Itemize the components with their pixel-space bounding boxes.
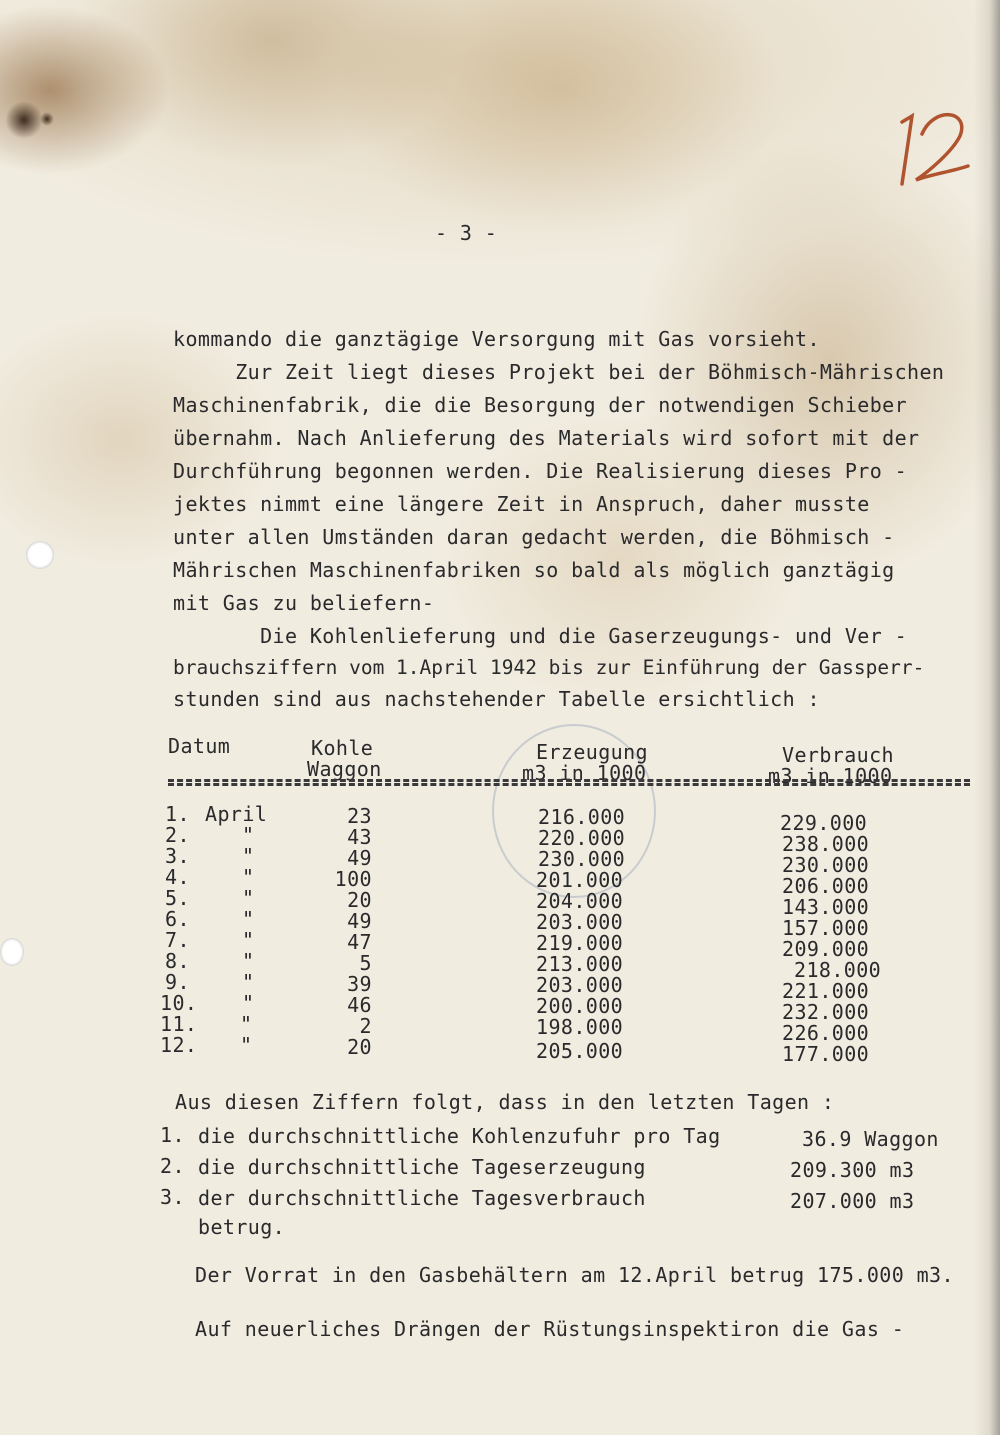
table-cell-month: " [240, 1033, 253, 1057]
table-cell-month: " [242, 949, 255, 973]
table-header-verbrauch-unit: m3 in 1000 [768, 764, 893, 788]
table-cell-day: 10. [160, 991, 198, 1015]
table-cell-erzeugung: 219.000 [536, 931, 624, 955]
table-cell-kohle: 20 [347, 1035, 372, 1059]
table-cell-day: 12. [160, 1033, 198, 1057]
table-cell-month: " [242, 823, 255, 847]
table-cell-verbrauch: 229.000 [780, 811, 868, 835]
table-cell-day: 5. [165, 886, 190, 910]
table-cell-erzeugung: 203.000 [536, 973, 624, 997]
paragraph-line: unter allen Umständen daran gedacht werden, die Böhmisch - [173, 525, 895, 549]
paragraph-line: mit Gas zu beliefern- [173, 591, 435, 615]
table-header-erzeugung: Erzeugung [536, 740, 648, 764]
table-cell-kohle: 49 [347, 846, 372, 870]
table-cell-day: 6. [165, 907, 190, 931]
table-cell-erzeugung: 216.000 [538, 805, 626, 829]
ink-blot [40, 112, 54, 126]
table-cell-verbrauch: 209.000 [782, 937, 870, 961]
page-number: - 3 - [435, 221, 498, 245]
table-cell-verbrauch: 230.000 [782, 853, 870, 877]
summary-item-number: 2. [160, 1154, 185, 1178]
table-cell-kohle: 49 [347, 909, 372, 933]
table-cell-day: 2. [165, 823, 190, 847]
table-cell-verbrauch: 143.000 [782, 895, 870, 919]
paragraph-line: Mährischen Maschinenfabriken so bald als möglich ganztägig [173, 558, 895, 582]
table-cell-erzeugung: 203.000 [536, 910, 624, 934]
paragraph-line: brauchsziffern vom 1.April 1942 bis zur Einführung der Gassperr- [173, 656, 925, 679]
table-header-kohle: Kohle [311, 736, 374, 760]
table-cell-kohle: 23 [347, 804, 372, 828]
paragraph-line: Durchführung begonnen werden. Die Realisierung dieses Pro - [173, 459, 908, 483]
table-cell-kohle: 20 [347, 888, 372, 912]
table-cell-month: " [242, 970, 255, 994]
table-cell-day: 11. [160, 1012, 198, 1036]
table-cell-kohle: 46 [347, 993, 372, 1017]
table-cell-erzeugung: 201.000 [536, 868, 624, 892]
table-cell-erzeugung: 220.000 [538, 826, 626, 850]
table-cell-erzeugung: 213.000 [536, 952, 624, 976]
table-cell-verbrauch: 226.000 [782, 1021, 870, 1045]
final-line: Der Vorrat in den Gasbehältern am 12.April betrug 175.000 m3. [195, 1263, 954, 1287]
table-cell-kohle: 47 [347, 930, 372, 954]
folio-mark [888, 100, 988, 200]
final-line: Auf neuerliches Drängen der Rüstungsinspektiron die Gas - [195, 1317, 905, 1341]
paragraph-line: Zur Zeit liegt dieses Projekt bei der Böhmisch-Mährischen [173, 360, 945, 384]
table-cell-erzeugung: 204.000 [536, 889, 624, 913]
table-cell-kohle: 43 [347, 825, 372, 849]
table-header-datum: Datum [168, 734, 231, 758]
table-cell-month: " [240, 1012, 253, 1036]
table-cell-month: " [242, 991, 255, 1015]
table-cell-verbrauch: 177.000 [782, 1042, 870, 1066]
table-cell-verbrauch: 238.000 [782, 832, 870, 856]
table-cell-kohle: 5 [359, 951, 372, 975]
table-cell-kohle: 39 [347, 972, 372, 996]
summary-item-value: 207.000 m3 [790, 1189, 915, 1213]
punch-hole-top [26, 541, 54, 569]
summary-item-number: 3. [160, 1185, 185, 1209]
table-cell-day: 1. [165, 802, 190, 826]
paragraph-line: übernahm. Nach Anlieferung des Materials wird sofort mit der [173, 426, 920, 450]
table-cell-month: " [242, 865, 255, 889]
table-cell-kohle: 100 [334, 867, 372, 891]
table-cell-verbrauch: 221.000 [782, 979, 870, 1003]
table-cell-month: " [242, 928, 255, 952]
ink-blot [6, 100, 42, 140]
table-cell-erzeugung: 200.000 [536, 994, 624, 1018]
table-cell-day: 8. [165, 949, 190, 973]
table-cell-month: " [242, 907, 255, 931]
table-cell-day: 3. [165, 844, 190, 868]
summary-item-text: die durchschnittliche Kohlenzufuhr pro Tag [198, 1124, 721, 1148]
table-cell-verbrauch: 232.000 [782, 1000, 870, 1024]
paragraph-line: stunden sind aus nachstehender Tabelle ersichtlich : [173, 687, 820, 711]
summary-item-number: 1. [160, 1123, 185, 1147]
table-cell-erzeugung: 230.000 [538, 847, 626, 871]
table-rule [168, 779, 970, 782]
punch-hole-bottom [0, 938, 24, 966]
table-cell-verbrauch: 157.000 [782, 916, 870, 940]
summary-item-text: die durchschnittliche Tageserzeugung [198, 1155, 646, 1179]
table-header-erzeugung-unit: m3 in 1000 [522, 761, 647, 785]
table-cell-day: 7. [165, 928, 190, 952]
table-cell-kohle: 2 [359, 1014, 372, 1038]
paragraph-line: Maschinenfabrik, die die Besorgung der notwendigen Schieber [173, 393, 908, 417]
table-cell-month: " [242, 886, 255, 910]
summary-item-value: 209.300 m3 [790, 1158, 915, 1182]
paragraph-line: Die Kohlenlieferung und die Gaserzeugungs- und Ver - [173, 624, 908, 648]
table-cell-day: 4. [165, 865, 190, 889]
page-edge-shadow [974, 0, 1000, 1435]
table-cell-verbrauch: 218.000 [794, 958, 882, 982]
table-cell-erzeugung: 198.000 [536, 1015, 624, 1039]
table-cell-erzeugung: 205.000 [536, 1039, 624, 1063]
table-header-kohle-unit: Waggon [307, 757, 382, 781]
summary-item-value: 36.9 Waggon [802, 1127, 939, 1151]
paragraph-line: kommando die ganztägige Versorgung mit Gas vorsieht. [173, 327, 820, 351]
table-cell-verbrauch: 206.000 [782, 874, 870, 898]
table-header-verbrauch: Verbrauch [782, 743, 894, 767]
table-cell-month: April [205, 802, 268, 826]
table-cell-month: " [242, 844, 255, 868]
summary-intro: Aus diesen Ziffern folgt, dass in den letzten Tagen : [175, 1090, 835, 1114]
summary-closing: betrug. [198, 1215, 286, 1239]
summary-item-text: der durchschnittliche Tagesverbrauch [198, 1186, 646, 1210]
table-rule [168, 783, 970, 786]
paragraph-line: jektes nimmt eine längere Zeit in Anspruch, daher musste [173, 492, 870, 516]
table-cell-day: 9. [165, 970, 190, 994]
